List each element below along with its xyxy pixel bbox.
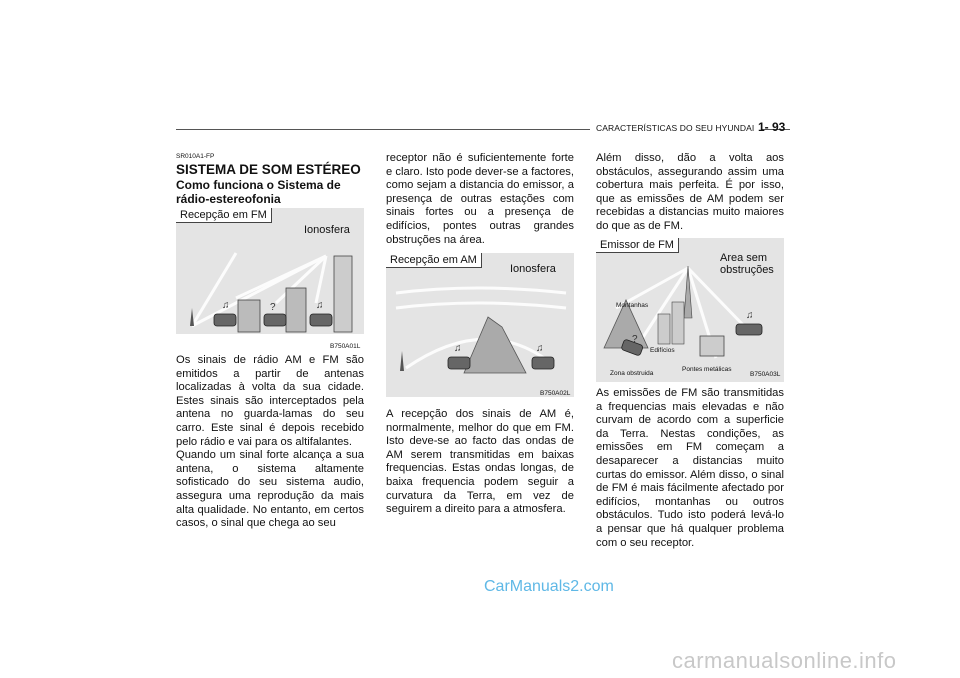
- am-reception-figure: [386, 253, 574, 397]
- paragraph: Os sinais de rádio AM e FM são emitidos a partir de antenas localizadas à volta da sua cidade. Estes sinais são interceptados pela antena no guarda-lamas do seu carro. Este sinal é depois recebido pelo rádio e vai para os altifalantes.: [176, 354, 364, 448]
- fm-reception-figure: [176, 208, 364, 334]
- paragraph: As emissões de FM são transmitidas a frequencias mais elevadas e não curvam de acordo com a superficie da Terra. Nestas condições, as emissões em FM começam a desaparecer a distancias muito curtas do emissor. Além disso, o sinal de FM é mais fácilmente afectado por edifícios, montanhas ou outros obstáculos. Tudo isto poderá levá-lo a pensar que há qualquer problema com o seu receptor.: [596, 387, 784, 549]
- ionosphere-label: Ionosfera: [304, 224, 350, 236]
- fm-transmitter-label: Emissor de FM: [596, 238, 679, 253]
- svg-text:♫: ♫: [316, 300, 324, 311]
- middle-body-text-top: [386, 152, 574, 247]
- svg-text:♫: ♫: [536, 343, 544, 354]
- am-reception-label: Recepção em AM: [386, 253, 482, 268]
- svg-text:?: ?: [270, 302, 276, 313]
- right-body-text-top: [596, 152, 784, 234]
- fm-transmitter-figure: [596, 238, 784, 382]
- buildings-label: Edifícios: [650, 347, 675, 354]
- page-title: SISTEMA DE SOM ESTÉREO: [176, 162, 361, 177]
- paragraph: A recepção dos sinais de AM é, normalmente, melhor do que em FM. Isto deve-se ao facto das ondas de AM serem transmitidas em baixas frequencias. Estas ondas longas, de baixa frequencia podem seguir a curvatura da Terra, em vez de seguirem a direito para a atmosfera.: [386, 408, 574, 516]
- svg-text:♫: ♫: [746, 310, 754, 321]
- fm-reception-label: Recepção em FM: [176, 208, 272, 223]
- watermark-carmanuals2[interactable]: CarManuals2.com: [484, 578, 614, 595]
- right-body-text-bottom: [596, 387, 784, 550]
- svg-text:♫: ♫: [454, 343, 462, 354]
- header-rule: [176, 129, 590, 130]
- middle-body-text-bottom: [386, 408, 574, 517]
- figure-code: B750A03L: [750, 371, 781, 378]
- svg-text:?: ?: [632, 334, 638, 345]
- section-title: CARACTERÍSTICAS DO SEU HYUNDAI: [596, 123, 755, 133]
- figure-code: B750A02L: [540, 390, 571, 397]
- svg-text:♫: ♫: [222, 300, 230, 311]
- left-body-text: [176, 354, 364, 531]
- metal-bridges-label: Pontes metálicas: [682, 366, 732, 373]
- page-number: 1- 93: [758, 120, 786, 134]
- obstructed-zone-label: Zona obstruida: [610, 370, 654, 377]
- clear-area-label: Area sem obstruções: [720, 252, 774, 276]
- watermark-carmanualsonline[interactable]: carmanualsonline.info: [672, 648, 897, 673]
- mountains-label: Montanhas: [616, 302, 649, 309]
- paragraph: receptor não é suficientemente forte e claro. Isto pode dever-se a factores, como sejam a distancia do emissor, a presença de outras estações com sinais fortes ou a presença de edifícios, pontes outras grandes obstruções na área.: [386, 152, 574, 246]
- paragraph: Além disso, dão a volta aos obstáculos, assegurando assim uma cobertura mais perfeita. É por isso, que as emissões de AM podem ser recebidas a distancias muito maiores do que as de FM.: [596, 152, 784, 232]
- page-subtitle: Como funciona o Sistema de rádio-estereofonia: [176, 178, 341, 206]
- figure-code: B750A01L: [330, 343, 361, 350]
- section-code: SR010A1-FP: [176, 153, 215, 160]
- ionosphere-label: Ionosfera: [510, 263, 556, 275]
- paragraph: Quando um sinal forte alcança a sua antena, o sistema altamente sofisticado do seu sistema audio, assegura uma reprodução da mais alta qualidade. No entanto, em certos casos, o sinal que chega ao seu: [176, 449, 364, 530]
